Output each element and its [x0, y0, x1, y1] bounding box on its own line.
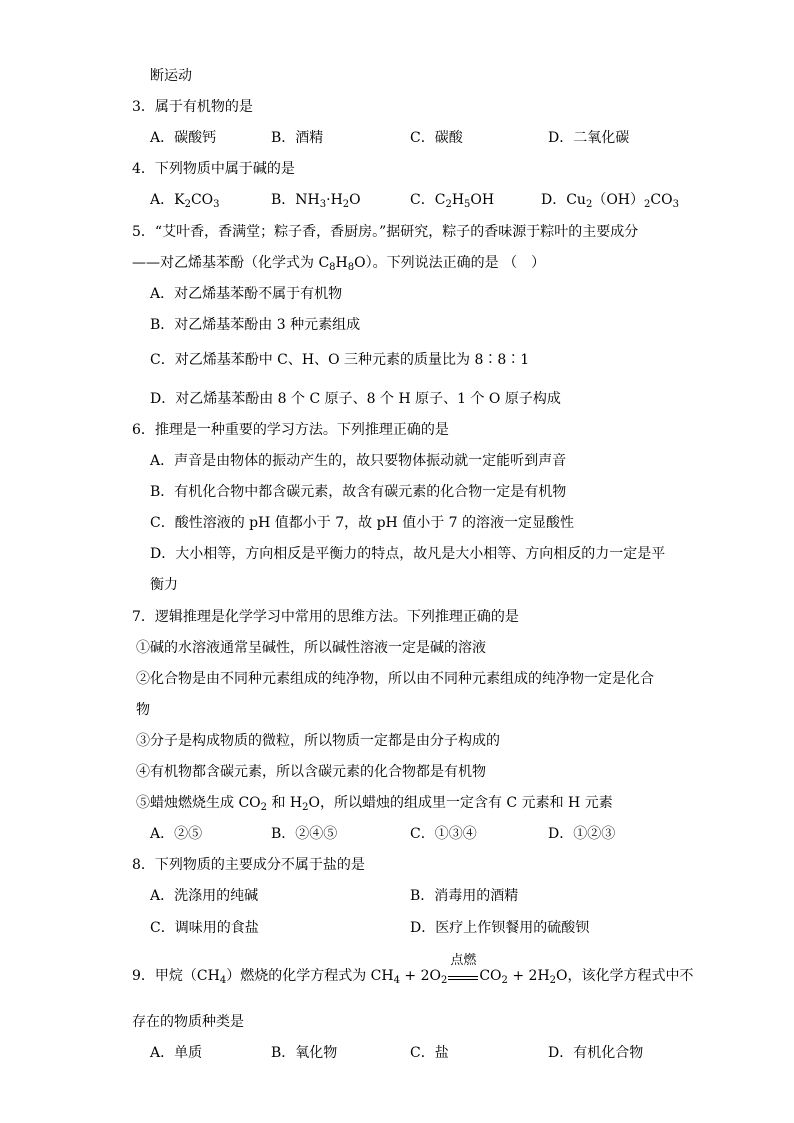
- q6-stem: 6．推理是一种重要的学习方法。下列推理正确的是: [132, 422, 449, 438]
- q7-item-5: ⑤蜡烛燃烧生成 $CO_2$ 和 $H_2O$，所以蜡烛的组成里一定含有 C 元素和 H 元素: [136, 795, 613, 813]
- q5-option-c: C．对乙烯基苯酚中 C、H、O 三种元素的质量比为 8∶8∶1: [150, 352, 530, 368]
- q4-option-b: B．$NH_3\cdot H_2O$: [271, 192, 361, 210]
- q7-stem: 7．逻辑推理是化学学习中常用的思维方法。下列推理正确的是: [132, 609, 519, 625]
- q6-option-b: B．有机化合物中都含碳元素，故含有碳元素的化合物一定是有机物: [150, 484, 567, 500]
- q7-option-a: A．②⑤: [150, 826, 203, 842]
- q7-item-4: ④有机物都含碳元素，所以含碳元素的化合物都是有机物: [136, 764, 486, 780]
- q8-option-a: A．洗涤用的纯碱: [150, 888, 259, 904]
- q7-item-1: ①碱的水溶液通常呈碱性，所以碱性溶液一定是碱的溶液: [136, 640, 486, 656]
- reaction-arrow: [448, 953, 478, 980]
- q9-option-a: A．单质: [150, 1045, 203, 1061]
- q4-option-c: C．$C_2H_5OH$: [410, 192, 495, 210]
- q4-option-d: D．$Cu_2(OH)_2CO_3$: [541, 192, 679, 210]
- q5-option-a: A．对乙烯基苯酚不属于有机物: [150, 286, 343, 302]
- q7-option-d: D．①②③: [548, 826, 616, 842]
- q9-option-c: C．盐: [410, 1045, 449, 1061]
- q5-option-d: D．对乙烯基苯酚由 8 个 C 原子、8 个 H 原子、1 个 O 原子构成: [150, 391, 561, 407]
- q6-option-d: D．大小相等，方向相反是平衡力的特点，故凡是大小相等、方向相反的力一定是平: [150, 546, 666, 562]
- q8-option-b: B．消毒用的酒精: [410, 888, 519, 904]
- q7-item-2-continued: 物: [136, 702, 150, 718]
- q7-item-2: ②化合物是由不同种元素组成的纯净物，所以由不同种元素组成的纯净物一定是化合: [136, 671, 654, 687]
- q7-item-3: ③分子是构成物质的微粒，所以物质一定都是由分子构成的: [136, 733, 500, 749]
- q8-option-d: D．医疗上作钡餐用的硫酸钡: [410, 920, 590, 936]
- q9-option-d: D．有机化合物: [548, 1045, 644, 1061]
- q9-stem-continued: 存在的物质种类是: [132, 1014, 244, 1030]
- reaction-condition: 点燃: [450, 953, 477, 968]
- q6-option-a: A．声音是由物体的振动产生的，故只要物体振动就一定能听到声音: [150, 453, 567, 469]
- q2-continuation: 断运动: [150, 68, 192, 84]
- q8-stem: 8．下列物质的主要成分不属于盐的是: [132, 857, 365, 873]
- q3-option-a: A．碳酸钙: [150, 130, 217, 146]
- q4-option-a: A．$K_2CO_3$: [150, 192, 220, 210]
- q6-option-c: C．酸性溶液的 pH 值都小于 7，故 pH 值小于 7 的溶液一定显酸性: [150, 515, 575, 531]
- q5-stem: 5．“艾叶香，香满堂；粽子香，香厨房。”据研究，粽子的香味源于粽叶的主要成分: [132, 224, 639, 240]
- q3-option-b: B．酒精: [271, 130, 324, 146]
- q8-option-c: C．调味用的食盐: [150, 920, 259, 936]
- q7-option-c: C．①③④: [410, 826, 477, 842]
- q3-stem: 3．属于有机物的是: [132, 99, 253, 115]
- q7-option-b: B．②④⑤: [271, 826, 338, 842]
- q5-stem-continued: ——对乙烯基苯酚（化学式为 $C_8H_8O$）。下列说法正确的是 （ ）: [132, 255, 546, 273]
- q9-option-b: B．氧化物: [271, 1045, 338, 1061]
- q3-option-d: D．二氧化碳: [548, 130, 630, 146]
- q9-stem: 9．甲烷$(CH_4)$燃烧的化学方程式为 $CH_4 + 2O_2$ 点燃 $CO_2 + 2H_2O$，该化学方程式中不: [132, 953, 694, 986]
- q4-stem: 4．下列物质中属于碱的是: [132, 161, 295, 177]
- q5-option-b: B．对乙烯基苯酚由 3 种元素组成: [150, 317, 361, 333]
- q6-option-d-continued: 衡力: [150, 577, 178, 593]
- q3-option-c: C．碳酸: [410, 130, 463, 146]
